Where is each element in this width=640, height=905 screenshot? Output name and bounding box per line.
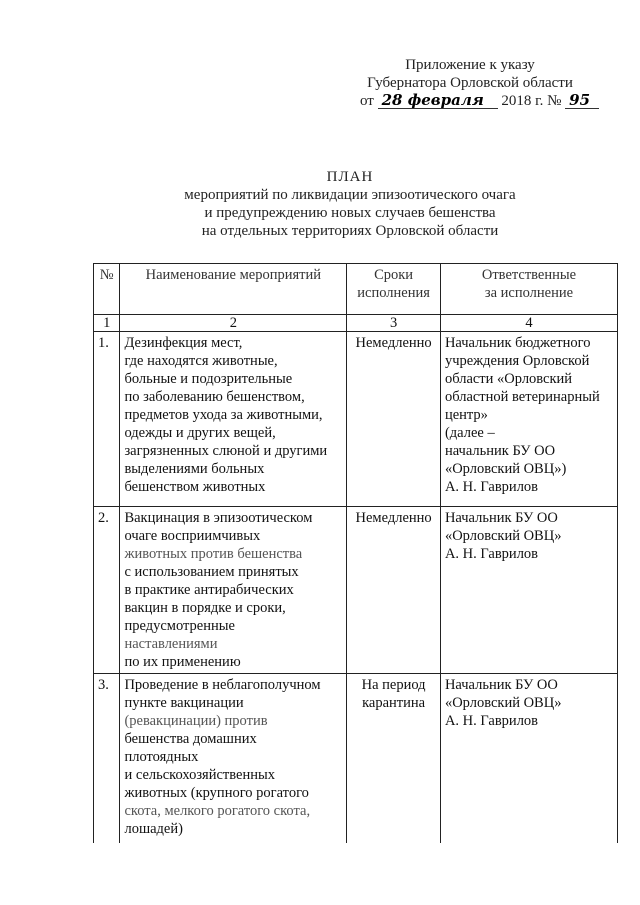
table-row — [94, 507, 618, 674]
column-index-row — [94, 315, 618, 332]
responsible-cell: Начальник БУ ОО «Орловский ОВЦ» А. Н. Гаврилов — [440, 507, 617, 674]
responsible-cell: Начальник БУ ОО «Орловский ОВЦ» А. Н. Гаврилов — [440, 674, 617, 844]
appendix-line-1: Приложение к указу — [405, 57, 535, 73]
index-2: 2 — [120, 315, 347, 332]
appendix-year: 2018 г. № — [501, 93, 562, 109]
appendix-from: от — [360, 93, 374, 109]
document-title — [140, 168, 560, 240]
title-heading: ПЛАН — [326, 169, 374, 185]
row-number: 1. — [94, 332, 120, 507]
title-line-1: мероприятий по ликвидации эпизоотического очага — [184, 187, 516, 203]
header-resp: Ответственные за исполнение — [440, 264, 617, 315]
index-3: 3 — [347, 315, 441, 332]
event-cell: Дезинфекция мест, где находятся животные, больные и подозрительные по заболеванию бешенством, предметов ухода за животными, одежды и других вещей, загрязненных слюной и другими выделениями больных бешенством животных — [120, 332, 347, 507]
row-number: 3. — [94, 674, 120, 844]
header-num: № — [94, 264, 120, 315]
term-cell: Немедленно — [347, 507, 441, 674]
table-row — [94, 674, 618, 844]
event-cell: Проведение в неблагополучном пункте вакцинации (ревакцинации) против бешенства домашних плотоядных и сельскохозяйственных животных (крупного рогатого скота, мелкого рогатого скота, лошадей) — [120, 674, 347, 844]
term-cell: На период карантина — [347, 674, 441, 844]
appendix-line-2: Губернатора Орловской области — [367, 75, 573, 91]
header-term: Сроки исполнения — [347, 264, 441, 315]
event-cell: Вакцинация в эпизоотическом очаге восприимчивых животных против бешенства с использованием принятых в практике антирабических вакцин в порядке и сроки, предусмотренные наставлениями по их применению — [120, 507, 347, 674]
title-line-2: и предупреждению новых случаев бешенства — [204, 205, 496, 221]
responsible-cell: Начальник бюджетного учреждения Орловской области «Орловский областной ветеринарный центр» (далее – начальник БУ ОО «Орловский ОВЦ») А. Н. Гаврилов — [440, 332, 617, 507]
plan-table — [93, 263, 618, 843]
handwritten-date: 28 февраля — [378, 93, 498, 109]
appendix-header — [330, 56, 610, 110]
table-header-row — [94, 264, 618, 315]
header-event: Наименование мероприятий — [120, 264, 347, 315]
index-4: 4 — [440, 315, 617, 332]
row-number: 2. — [94, 507, 120, 674]
term-cell: Немедленно — [347, 332, 441, 507]
title-line-3: на отдельных территориях Орловской области — [201, 223, 499, 239]
handwritten-number: 95 — [565, 93, 599, 109]
appendix-sign-line — [330, 92, 610, 110]
index-1: 1 — [94, 315, 120, 332]
table-row — [94, 332, 618, 507]
